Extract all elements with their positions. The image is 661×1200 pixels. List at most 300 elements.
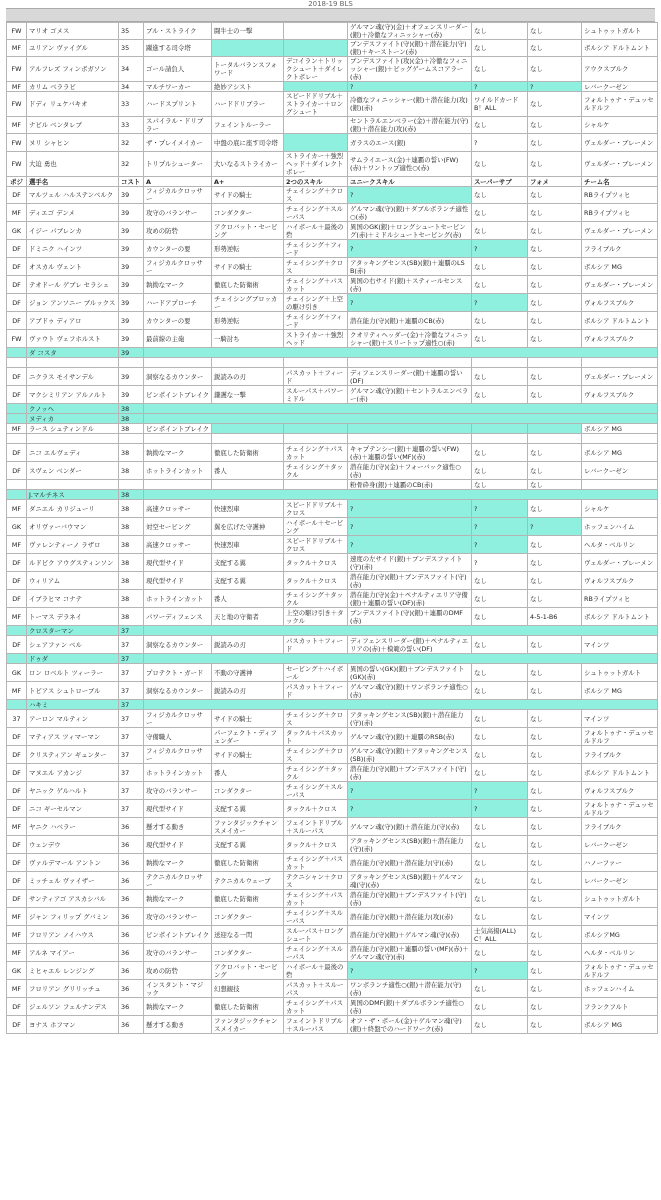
section-cost: 39 [119,348,144,358]
position: FW [7,92,27,117]
two-skills: チェイシング＋フィード [284,240,348,258]
section-name: ハキミ [27,700,119,710]
team-name: RBライプツィヒ [582,204,658,222]
super-sub: なし [472,590,528,608]
cost: 36 [119,818,144,836]
position: DF [7,1016,27,1034]
skill-a: 洞察なるカウンター [144,636,212,654]
player-name: ダニエル カリジューリ [27,500,119,518]
team-name: シュトゥットガルト [582,664,658,682]
position: DF [7,386,27,404]
skill-a-plus: パーフェクト・ディフェンダー [212,728,284,746]
skill-a-plus: 徹底した防衛術 [212,444,284,462]
cost: 36 [119,1016,144,1034]
skill-a: 守備職人 [144,728,212,746]
skill-a-plus: 快速烈車 [212,536,284,554]
unique-skill: ? [348,500,472,518]
team-name: アウクスブルク [582,57,658,82]
team-name: ヴェルダー・ブレーメン [582,152,658,177]
formation: なし [528,590,582,608]
super-sub: なし [472,682,528,700]
super-sub: ? [472,134,528,152]
skill-a-plus [212,424,284,434]
cost: 37 [119,746,144,764]
team-name: ボルシア MG [582,444,658,462]
formation: なし [528,962,582,980]
section-spacer [7,490,27,500]
skill-a: 攻守のバランサー [144,908,212,926]
formation: なし [528,444,582,462]
skill-a-plus: コンダクター [212,782,284,800]
team-name: レバークーゼン [582,462,658,480]
position: DF [7,294,27,312]
player-row [7,980,658,998]
formation: なし [528,368,582,386]
player-name: マヌエル アカンジ [27,764,119,782]
position: MF [7,944,27,962]
skill-a: 執拗なマーク [144,854,212,872]
unique-skill: サムライエース(金)＋連覇の誓い(FW)(赤)＋ワントップ適性○(赤) [348,152,472,177]
skill-a: テクニカルクロッサー [144,872,212,890]
skill-a-plus: ファンタジックチャンスメイカー [212,818,284,836]
position: MF [7,926,27,944]
position: GK [7,664,27,682]
player-row [7,424,658,434]
skill-a: 執拗なマーク [144,998,212,1016]
formation: なし [528,536,582,554]
team-name: ボルシア MG [582,424,658,434]
cost: 33 [119,92,144,117]
section-cost: 37 [119,654,144,664]
team-name: マインツ [582,636,658,654]
skill-a-plus: サイドの騎士 [212,187,284,204]
unique-skill: ? [348,240,472,258]
super-sub [472,424,528,434]
super-sub: なし [472,854,528,872]
two-skills [284,23,348,40]
player-row [7,836,658,854]
cost: 35 [119,23,144,40]
super-sub: ? [472,82,528,92]
cost: 38 [119,518,144,536]
unique-skill: 異国のDMF(銀)＋ダブルボランチ適性○(赤) [348,998,472,1016]
skill-a-plus: 絶妙アシスト [212,82,284,92]
position: DF [7,764,27,782]
two-skills: フェイントドリブル＋スルーパス [284,1016,348,1034]
two-skills: チェイシング＋クロス [284,187,348,204]
formation: ? [528,518,582,536]
unique-skill: ディフェンスリーダー(銀)＋ペナルティエリアの(赤)＋模範の誓い(DF) [348,636,472,654]
cost: 32 [119,134,144,152]
unique-skill: 潜在能力(守)(銀)＋ブンデスファイト(守)(赤) [348,572,472,590]
player-name: アブドゥ ディアロ [27,312,119,330]
skill-a-plus: 番人 [212,590,284,608]
position: DF [7,444,27,462]
formation: なし [528,152,582,177]
team-name: ヴォルフスブルク [582,572,658,590]
empty-cell [212,434,284,444]
unique-skill: オフ・ザ・ボール(金)＋ゲルマン魂(守)(銀)＋終盤でのハードワーク(赤) [348,1016,472,1034]
team-name [582,480,658,490]
formation: なし [528,276,582,294]
position: MF [7,536,27,554]
player-name: オリヴァーバウマン [27,518,119,536]
skill-a: フィジカルクロッサー [144,710,212,728]
player-name: ニクラス モイサンデル [27,368,119,386]
section-spacer [7,626,27,636]
section-spacer [7,348,27,358]
team-name: RBライプツィヒ [582,590,658,608]
cost: 34 [119,57,144,82]
skill-a: カウンターの要 [144,312,212,330]
cost [119,480,144,490]
skill-a-plus: コンダクター [212,908,284,926]
player-row [7,590,658,608]
position: MF [7,117,27,134]
skill-a-plus: 大いなるストライカー [212,152,284,177]
team-name: フライブルク [582,746,658,764]
section-name: クノッヘ [27,404,119,414]
player-row [7,710,658,728]
position: DF [7,800,27,818]
section-fill [144,490,658,500]
player-name: ヴァレンティーノ ラザロ [27,536,119,554]
player-row [7,800,658,818]
team-name: ボルシア MG [582,682,658,700]
skill-a: 現代型サイド [144,836,212,854]
position: FW [7,152,27,177]
skill-a: ピンポイントブレイク [144,386,212,404]
two-skills: ストライカー＋強烈ヘッド [284,330,348,348]
player-row [7,222,658,240]
player-row [7,554,658,572]
two-skills: チェイシング＋クロス [284,710,348,728]
player-row [7,187,658,204]
cost: 39 [119,294,144,312]
player-name: トーマス デラネイ [27,608,119,626]
formation: なし [528,728,582,746]
player-name: テオドール ゲブレ セラシェ [27,276,119,294]
unique-skill: 冷徹なフィニッシャー(銀)＋潜在能力(攻)(銀)(赤) [348,92,472,117]
formation: なし [528,854,582,872]
skill-a-plus: 快速烈車 [212,500,284,518]
skill-a-plus: サイドの騎士 [212,746,284,764]
super-sub: なし [472,40,528,57]
position: MF [7,82,27,92]
player-row [7,572,658,590]
skill-a-plus: 支配する翼 [212,554,284,572]
skill-a: スパイラル・ドリブラー [144,117,212,134]
formation: なし [528,480,582,490]
skill-a-plus: 支配する翼 [212,800,284,818]
player-row [7,82,658,92]
skill-a: ゴール請負人 [144,57,212,82]
two-skills: セービング＋ハイボール [284,664,348,682]
position: DF [7,636,27,654]
skill-a-plus: 鋭読みの刃 [212,682,284,700]
two-skills: チェイシング＋パスカット [284,444,348,462]
team-name: ヴェルダー・ブレーメン [582,368,658,386]
formation: なし [528,258,582,276]
two-skills: パスカット＋フィード [284,368,348,386]
section-name: J.マルチネス [27,490,119,500]
skill-a: ザ・プレイメイカー [144,134,212,152]
cost: 38 [119,590,144,608]
skill-a-plus: 番人 [212,462,284,480]
cost: 36 [119,980,144,998]
position: DF [7,890,27,908]
position: MF [7,40,27,57]
position: MF [7,908,27,926]
super-sub: なし [472,204,528,222]
team-name: レバークーゼン [582,82,658,92]
cost: 36 [119,926,144,944]
formation: なし [528,117,582,134]
empty-cell [144,434,212,444]
team-name: マインツ [582,908,658,926]
player-row [7,23,658,40]
two-skills: チェイシング＋上空の駆け引き [284,294,348,312]
super-sub: なし [472,710,528,728]
skill-a: 現代型サイド [144,800,212,818]
unique-skill: ? [348,518,472,536]
unique-skill: ディフェンスリーダー(銀)＋連覇の誓い(DF) [348,368,472,386]
super-sub: ? [472,782,528,800]
two-skills: ストライカー＋強烈ヘッド＋ダイレクトボレー [284,152,348,177]
position: MF [7,682,27,700]
skill-a: 懸才する動き [144,818,212,836]
two-skills: タックル＋クロス [284,554,348,572]
two-skills: ハイボール＋最後の砦 [284,222,348,240]
player-row [7,536,658,554]
formation: なし [528,980,582,998]
section-name: ヌディカ [27,414,119,424]
section-fill [144,404,658,414]
skill-a-plus: 鋭読みの刃 [212,636,284,654]
cost: 38 [119,500,144,518]
two-skills: スルーパス＋ロングシュート [284,926,348,944]
super-sub: なし [472,152,528,177]
super-sub: なし [472,728,528,746]
skill-a-plus: フェイントルーラー [212,117,284,134]
section-spacer [7,404,27,414]
player-row [7,92,658,117]
player-table [6,22,658,1034]
cost: 34 [119,82,144,92]
two-skills: チェイシング＋クロス [284,746,348,764]
empty-cell [528,434,582,444]
skill-a-plus: 翼を広げた守護神 [212,518,284,536]
section-row [7,404,658,414]
player-name: トビアス シュトローブル [27,682,119,700]
player-name: ユリアン ヴァイグル [27,40,119,57]
skill-a-plus: 幻想観技 [212,980,284,998]
player-name: ジョン アンソニー ブルックス [27,294,119,312]
formation: なし [528,312,582,330]
unique-skill: ガラスのエース(銀) [348,134,472,152]
unique-skill: ゲルマン魂(守)(銀)＋セントラルエンベラー(赤) [348,386,472,404]
player-row [7,682,658,700]
formation: なし [528,40,582,57]
unique-skill: ? [348,294,472,312]
section-fill [144,626,658,636]
super-sub: なし [472,480,528,490]
unique-skill: 異国の右サイド(銀)＋スティールセンス(赤) [348,276,472,294]
unique-skill: 潜在能力(守)(金)＋ペナルティエリア守備(銀)＋連覇の誓い(DF)(赤) [348,590,472,608]
super-sub: なし [472,117,528,134]
section-name: クロスターマン [27,626,119,636]
two-skills [284,134,348,152]
section-row [7,490,658,500]
player-name: ディエゴ デンメ [27,204,119,222]
super-sub: スーパーサブ [472,177,528,187]
player-row [7,818,658,836]
section-fill [144,700,658,710]
unique-skill: ? [348,187,472,204]
team-name: ボルシア ドルトムント [582,608,658,626]
formation: なし [528,134,582,152]
super-sub: ワイルドカード B！ALL [472,92,528,117]
position: GK [7,222,27,240]
position: DF [7,312,27,330]
team-name: ヴェルダー・ブレーメン [582,554,658,572]
super-sub: なし [472,636,528,654]
team-name: レバークーゼン [582,872,658,890]
two-skills: テクニシャン＋クロス [284,872,348,890]
team-name: ボルシアMG [582,926,658,944]
super-sub: ? [472,962,528,980]
position: FW [7,134,27,152]
super-sub: なし [472,572,528,590]
cost: 39 [119,330,144,348]
unique-skill: アタッキングセンス(SB)(銀)＋連覇のLSB(赤) [348,258,472,276]
position: DF [7,462,27,480]
super-sub: なし [472,276,528,294]
empty-cell [212,358,284,368]
two-skills: チェイシング＋パスカット [284,854,348,872]
skill-a-plus: A+ [212,177,284,187]
position: FW [7,57,27,82]
player-name: ヴァルデマール アントン [27,854,119,872]
super-sub: なし [472,980,528,998]
player-name: ニコ エルヴェディ [27,444,119,462]
skill-a: 対空セービング [144,518,212,536]
player-name: マルツェル ハルステンベルク [27,187,119,204]
cost: 38 [119,444,144,462]
two-skills: チェイシング＋パスカット [284,890,348,908]
player-name: スヴェン ベンダー [27,462,119,480]
super-sub: なし [472,890,528,908]
section-cost: 38 [119,404,144,414]
two-skills: スピードドリブル＋クロス [284,500,348,518]
player-row [7,890,658,908]
player-row [7,764,658,782]
skill-a: 洞察なるカウンター [144,682,212,700]
section-fill [144,414,658,424]
empty-cell [348,358,472,368]
two-skills: ハイボール＋最後の砦 [284,962,348,980]
position: ポジ [7,177,27,187]
formation: なし [528,386,582,404]
super-sub: ? [472,554,528,572]
team-name: フォルトゥナ・デュッセルドルフ [582,962,658,980]
unique-skill: アタッキングセンス(SB)(銀)＋ゲルマン魂(守)(赤) [348,872,472,890]
formation: なし [528,23,582,40]
section-cost: 37 [119,700,144,710]
section-row [7,348,658,358]
skill-a: A [144,177,212,187]
player-row [7,258,658,276]
skill-a: フィジカルクロッサー [144,746,212,764]
team-name: ボルシア ドルトムント [582,764,658,782]
unique-skill: 速度の左サイド(銀)＋ブンデスファイト(守)(赤) [348,554,472,572]
super-sub: 士気高揚(ALL) C！ALL [472,926,528,944]
unique-skill: ブンデスファイト(守)(銀)＋連覇のDMF(赤) [348,608,472,626]
two-skills: タックル＋パスカット [284,728,348,746]
team-name: ヘルタ・ベルリン [582,536,658,554]
formation: なし [528,294,582,312]
player-name: ヤニク ハベラー [27,818,119,836]
super-sub: なし [472,386,528,404]
skill-a-plus: チェイシングブロッカー [212,294,284,312]
skill-a: 懸才する動き [144,1016,212,1034]
cost: 38 [119,608,144,626]
two-skills: チェイシング＋スルーパス [284,782,348,800]
cost: 36 [119,908,144,926]
skill-a-plus: 一騎討ち [212,330,284,348]
position: DF [7,746,27,764]
section-fill [144,348,658,358]
player-name: ミヒャエル レンジング [27,962,119,980]
player-row [7,294,658,312]
position: MF [7,608,27,626]
player-name: ジャン フィリップ グバミン [27,908,119,926]
unique-skill: ? [348,962,472,980]
player-row [7,462,658,480]
unique-skill: ゲルマン魂(守)(金)＋オフェンスリーダー(銀)＋冷徹なフィニッシャー(赤) [348,23,472,40]
two-skills: 2つのスキル [284,177,348,187]
player-row [7,944,658,962]
unique-skill: ユニークスキル [348,177,472,187]
super-sub: なし [472,23,528,40]
super-sub: ? [472,518,528,536]
skill-a: ハードスプリント [144,92,212,117]
unique-skill: ゲルマン魂(守)(銀)＋連覇のRSB(赤) [348,728,472,746]
unique-skill: 異国のGK(銀)＋ロングシュートセービング(赤)＋ミドルシュートセービング(赤) [348,222,472,240]
skill-a-plus: 天と地の守衛者 [212,608,284,626]
super-sub: なし [472,998,528,1016]
formation: なし [528,57,582,82]
unique-skill: ? [348,800,472,818]
player-name: マティアス ツィマーマン [27,728,119,746]
player-name: ヴァウト ヴェフホルスト [27,330,119,348]
cost: 37 [119,800,144,818]
player-row [7,962,658,980]
position: MF [7,424,27,434]
unique-skill: 潜在能力(守)(銀)＋ブンデスファイト(守)(赤) [348,764,472,782]
super-sub: なし [472,836,528,854]
header-bar [6,8,655,22]
position: DF [7,240,27,258]
team-name: レバークーゼン [582,836,658,854]
unique-skill: セントラルエンベラー(金)＋潜在能力(守)(銀)＋潜在能力(攻)(赤) [348,117,472,134]
skill-a-plus: コンダクター [212,204,284,222]
formation: フォメ [528,177,582,187]
skill-a: ピンポイントブレイク [144,424,212,434]
skill-a: 現代型サイド [144,572,212,590]
skill-a-plus: 番人 [212,764,284,782]
unique-skill: ゲルマン魂(守)(銀)＋ダブルボランチ適性○(赤) [348,204,472,222]
